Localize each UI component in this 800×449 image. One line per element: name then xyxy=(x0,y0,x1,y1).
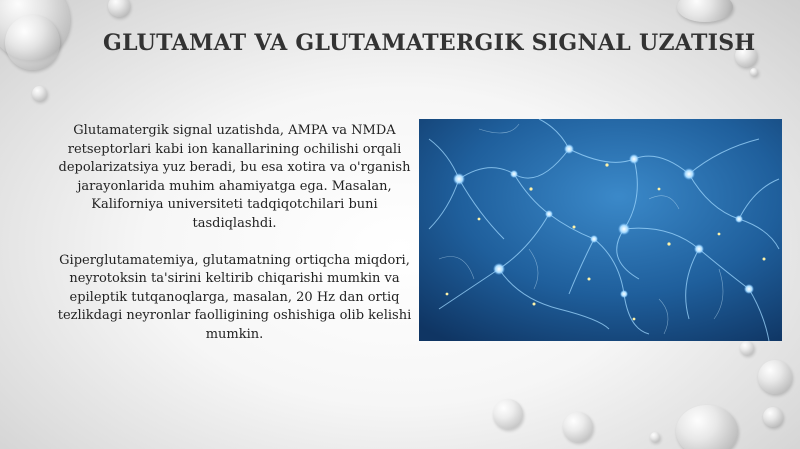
water-drop-decoration xyxy=(750,68,758,76)
neuron-network-illustration xyxy=(419,119,782,341)
water-drop-decoration xyxy=(676,405,738,449)
water-drop-decoration xyxy=(758,360,792,394)
body-text xyxy=(52,122,417,363)
water-drop-decoration xyxy=(740,341,754,355)
water-drop-decoration xyxy=(763,407,783,427)
paragraph-hyperglutamatemia: Giperglutamatemiya, glutamatning ortiqcha miqdori, neyrotoksin ta'sirini keltirib chiqarishi mumkin va epileptik tutqanoqlarga, masalan, 20 Hz dan ortiq tezlikdagi neyronlar faolligining oshishiga olib kelishi mumkin. xyxy=(57,252,412,342)
slide-title: GLUTAMAT VA GLUTAMATERGIK SIGNAL UZATISH xyxy=(103,30,756,56)
water-drop-decoration xyxy=(563,412,593,442)
paragraph-glutamatergic-signaling: Glutamatergik signal uzatishda, AMPA va NMDA retseptorlari kabi ion kanallarining ochilishi orqali depolarizatsiya yuz beradi, bu esa xotira va o'rganish jarayonlarida muhim ahamiyatga ega. Masalan, Kaliforniya universiteti tadqiqotchilari buni tasdiqlashdi. xyxy=(58,123,411,231)
water-drop-decoration xyxy=(5,15,60,70)
water-drop-decoration xyxy=(108,0,130,17)
neuron-network-image xyxy=(419,119,782,341)
water-drop-decoration xyxy=(493,399,523,429)
water-drop-decoration xyxy=(650,432,660,442)
water-drop-decoration xyxy=(677,0,733,22)
water-drop-decoration xyxy=(32,86,47,101)
